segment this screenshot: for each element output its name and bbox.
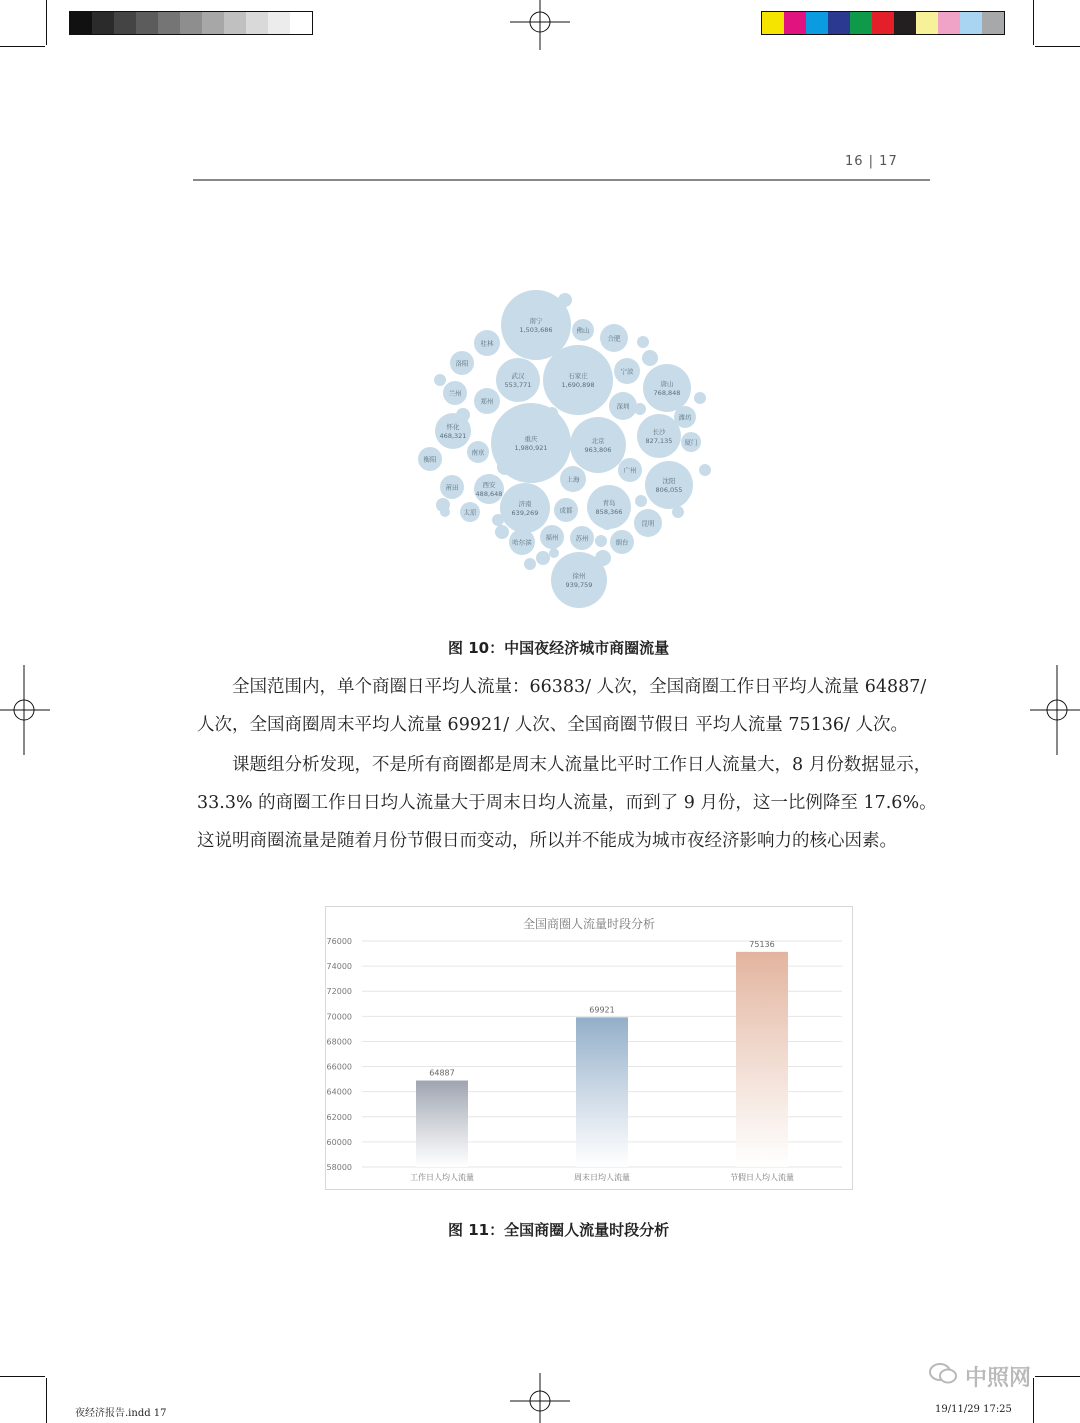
city-bubble: [560, 466, 586, 492]
bar: [736, 952, 788, 1167]
bubble-value-label: 963,806: [584, 446, 612, 454]
paragraph-text: 全国范围内，单个商圈日平均人流量：66383/ 人次，全国商圈工作日平均人流量 64887/人次，全国商圈周末平均人流量 69921/ 人次、全国商圈节假日 平均人流量 75136/ 人次。: [197, 677, 927, 735]
city-bubble: [681, 432, 701, 452]
bubble-city-label: 厦门: [684, 438, 698, 447]
page-numbers: 16 | 17: [845, 154, 898, 169]
y-tick-label: 68000: [326, 1037, 352, 1047]
color-swatch: [850, 12, 872, 34]
bubble-city-label: 西安: [482, 481, 496, 489]
city-bubble: [509, 529, 535, 555]
bubble-city-label: 潍坊: [678, 413, 692, 422]
color-swatch: [872, 12, 894, 34]
bubble-circle: [543, 345, 613, 415]
bubble-filler: [637, 336, 649, 348]
bubble-value-label: 639,269: [511, 509, 539, 517]
bubble-city-label: 深圳: [616, 402, 630, 411]
bubble-circle: [551, 552, 607, 608]
city-bubble: [572, 319, 594, 341]
data-label: 75136: [749, 939, 775, 949]
body-paragraph-2: [197, 746, 942, 860]
bubble-city-label: 武汉: [511, 372, 525, 380]
bubble-filler: [699, 464, 711, 476]
bubble-city-label: 衡阳: [423, 455, 437, 464]
bubble-city-label: 苏州: [575, 534, 589, 543]
bubble-value-label: 827,135: [645, 437, 673, 445]
bubble-filler: [694, 392, 706, 404]
crop-mark: [1033, 0, 1034, 45]
bubble-city-label: 广州: [623, 466, 637, 475]
color-swatch: [92, 12, 114, 34]
bubble-city-label: 合肥: [607, 334, 621, 343]
y-tick-label: 76000: [326, 937, 352, 946]
bubble-value-label: 488,648: [475, 490, 503, 498]
bubble-city-label: 福州: [545, 533, 559, 542]
bubble-circle: [570, 417, 626, 473]
bubble-city-label: 洛阳: [455, 359, 469, 368]
bubble-value-label: 468,321: [439, 432, 467, 440]
crop-mark: [46, 0, 47, 45]
bubble-circle: [587, 485, 631, 529]
bubble-circle: [501, 290, 571, 360]
color-swatch: [806, 12, 828, 34]
registration-mark-icon: [510, 1373, 570, 1423]
x-tick-label: 工作日人均人流量: [410, 1173, 474, 1182]
bubble-city-label: 石家庄: [568, 372, 588, 380]
color-swatch: [136, 12, 158, 34]
data-label: 69921: [589, 1005, 615, 1015]
color-swatch: [224, 12, 246, 34]
bubble-city-label: 郑州: [480, 397, 494, 406]
crop-mark: [0, 1376, 45, 1377]
city-bubble: [618, 458, 642, 482]
registration-mark-icon: [510, 0, 570, 50]
bubble-filler: [536, 551, 550, 565]
bubble-circle: [643, 364, 691, 412]
bubble-city-label: 长沙: [652, 428, 666, 436]
bubble-city-label: 兰州: [448, 389, 462, 398]
y-tick-label: 74000: [326, 962, 352, 972]
city-bubble: [491, 403, 571, 483]
bar: [416, 1081, 468, 1167]
bubble-city-label: 沈阳: [662, 477, 676, 485]
wechat-icon: [928, 1362, 958, 1384]
city-bubble: [540, 525, 564, 549]
city-bubble: [645, 461, 693, 509]
bubble-city-label: 重庆: [524, 435, 538, 443]
color-swatch: [70, 12, 92, 34]
color-swatch: [894, 12, 916, 34]
y-tick-label: 66000: [326, 1062, 352, 1072]
bubble-city-label: 南宁: [529, 317, 543, 325]
city-bubble: [643, 364, 691, 412]
bubble-circle: [474, 474, 504, 504]
y-tick-label: 60000: [326, 1137, 352, 1147]
city-bubble: [634, 509, 662, 537]
y-tick-label: 58000: [326, 1163, 352, 1172]
color-swatch: [268, 12, 290, 34]
bubble-value-label: 1,503,686: [519, 326, 553, 334]
bubble-city-label: 哈尔滨: [512, 538, 532, 547]
y-tick-label: 70000: [326, 1012, 352, 1022]
bubble-city-label: 佛山: [576, 326, 590, 335]
paragraph-text: 课题组分析发现，不是所有商圈都是周末人流量比平时工作日人流量大，8 月份数据显示，33.3% 的商圈工作日日均人流量大于周末日均人流量，而到了 9 月份，这一比例降至 17.6%。这说明商圈流量是随着月份节假日而变动，所以并不能成为城市夜经济影响力的核心因素。: [197, 755, 937, 851]
color-swatch: [290, 12, 312, 34]
city-bubble: [496, 358, 540, 402]
bubble-city-label: 太原: [463, 508, 477, 517]
bubble-filler: [495, 525, 509, 539]
bubble-value-label: 768,848: [653, 389, 681, 397]
city-bubble: [570, 526, 594, 550]
footer-filename: 夜经济报告.indd 17: [75, 1408, 167, 1419]
city-bubble: [467, 441, 489, 463]
bubble-value-label: 806,055: [655, 486, 683, 494]
city-bubble: [570, 417, 626, 473]
color-swatch: [938, 12, 960, 34]
bubble-circle: [500, 483, 550, 533]
registration-mark-icon: [0, 665, 50, 755]
city-bubble: [474, 474, 504, 504]
bubble-city-label: 唐山: [660, 380, 674, 388]
crop-mark: [1035, 46, 1080, 47]
bubble-filler: [635, 495, 647, 507]
color-swatch: [828, 12, 850, 34]
color-swatch: [202, 12, 224, 34]
bar-chart-frame: [325, 906, 853, 1190]
city-bubble: [551, 552, 607, 608]
bubble-city-label: 徐州: [572, 572, 586, 580]
city-bubble: [543, 345, 613, 415]
bubble-circle: [491, 403, 571, 483]
x-tick-label: 周末日均人流量: [574, 1173, 630, 1182]
crop-mark: [0, 46, 45, 47]
footer-timestamp: 19/11/29 17:25: [935, 1404, 1012, 1415]
bubble-chart: [405, 280, 725, 615]
bubble-city-label: 上海: [566, 475, 580, 484]
bubble-filler: [642, 350, 658, 366]
bubble-circle: [645, 461, 693, 509]
bubble-value-label: 1,690,898: [561, 381, 595, 389]
color-swatch: [784, 12, 806, 34]
color-swatch: [960, 12, 982, 34]
bubble-city-label: 烟台: [615, 538, 629, 547]
city-bubble: [450, 351, 474, 375]
y-tick-label: 72000: [326, 987, 352, 997]
color-swatch: [982, 12, 1004, 34]
city-bubble: [554, 498, 578, 522]
city-bubble: [587, 485, 631, 529]
chart-title: 全国商圈人流量时段分析: [522, 917, 655, 931]
figure-11-caption: 图 11：全国商圈人流量时段分析: [448, 1221, 670, 1239]
color-swatch: [246, 12, 268, 34]
bubble-value-label: 1,980,921: [514, 444, 548, 452]
bubble-city-label: 成都: [559, 506, 573, 515]
bubble-filler: [595, 535, 607, 547]
city-bubble: [500, 483, 550, 533]
bubble-filler: [524, 558, 536, 570]
bubble-filler: [440, 507, 450, 517]
bubble-value-label: 939,759: [565, 581, 593, 589]
y-tick-label: 64000: [326, 1087, 352, 1097]
crop-mark: [1033, 1378, 1034, 1423]
bubble-value-label: 553,771: [504, 381, 532, 389]
city-bubble: [600, 324, 628, 352]
bubble-circle: [496, 358, 540, 402]
city-bubble: [474, 388, 500, 414]
city-bubble: [460, 502, 480, 522]
bubble-city-label: 昆明: [641, 519, 655, 528]
grayscale-color-bar: [69, 11, 313, 35]
bubble-filler: [549, 548, 559, 558]
city-bubble: [474, 330, 500, 356]
city-bubble: [443, 381, 467, 405]
crop-mark: [1035, 1376, 1080, 1377]
color-swatch: [158, 12, 180, 34]
city-bubble: [501, 290, 571, 360]
bar: [576, 1017, 628, 1167]
city-bubble: [435, 413, 471, 449]
color-swatch: [916, 12, 938, 34]
x-tick-label: 节假日人均人流量: [730, 1173, 794, 1182]
bubble-circle: [637, 414, 681, 458]
bubble-city-label: 南京: [471, 448, 485, 457]
data-label: 64887: [429, 1068, 455, 1078]
figure-10-caption: 图 10：中国夜经济城市商圈流量: [448, 639, 670, 657]
bubble-city-label: 莆田: [445, 483, 459, 492]
bubble-value-label: 858,366: [595, 508, 623, 516]
bubble-city-label: 怀化: [446, 423, 460, 431]
y-tick-label: 62000: [326, 1112, 352, 1122]
bar-chart: [326, 907, 852, 1189]
registration-mark-icon: [1030, 665, 1080, 755]
header-rule: [193, 179, 930, 181]
city-bubble: [674, 406, 696, 428]
crop-mark: [46, 1378, 47, 1423]
process-color-bar: [761, 11, 1005, 35]
bubble-city-label: 北京: [591, 437, 605, 445]
city-bubble: [440, 475, 464, 499]
bubble-city-label: 宁波: [620, 367, 634, 376]
body-paragraph-1: [197, 668, 942, 744]
bubble-filler: [434, 374, 446, 386]
city-bubble: [609, 392, 637, 420]
bubble-city-label: 桂林: [480, 339, 494, 348]
color-swatch: [114, 12, 136, 34]
city-bubble: [418, 447, 442, 471]
color-swatch: [180, 12, 202, 34]
city-bubble: [610, 530, 634, 554]
bubble-city-label: 济南: [518, 500, 532, 508]
bubble-circle: [435, 413, 471, 449]
city-bubble: [614, 358, 640, 384]
bubble-city-label: 青岛: [602, 499, 616, 507]
color-swatch: [762, 12, 784, 34]
city-bubble: [637, 414, 681, 458]
watermark-text: 中照网: [965, 1366, 1032, 1391]
